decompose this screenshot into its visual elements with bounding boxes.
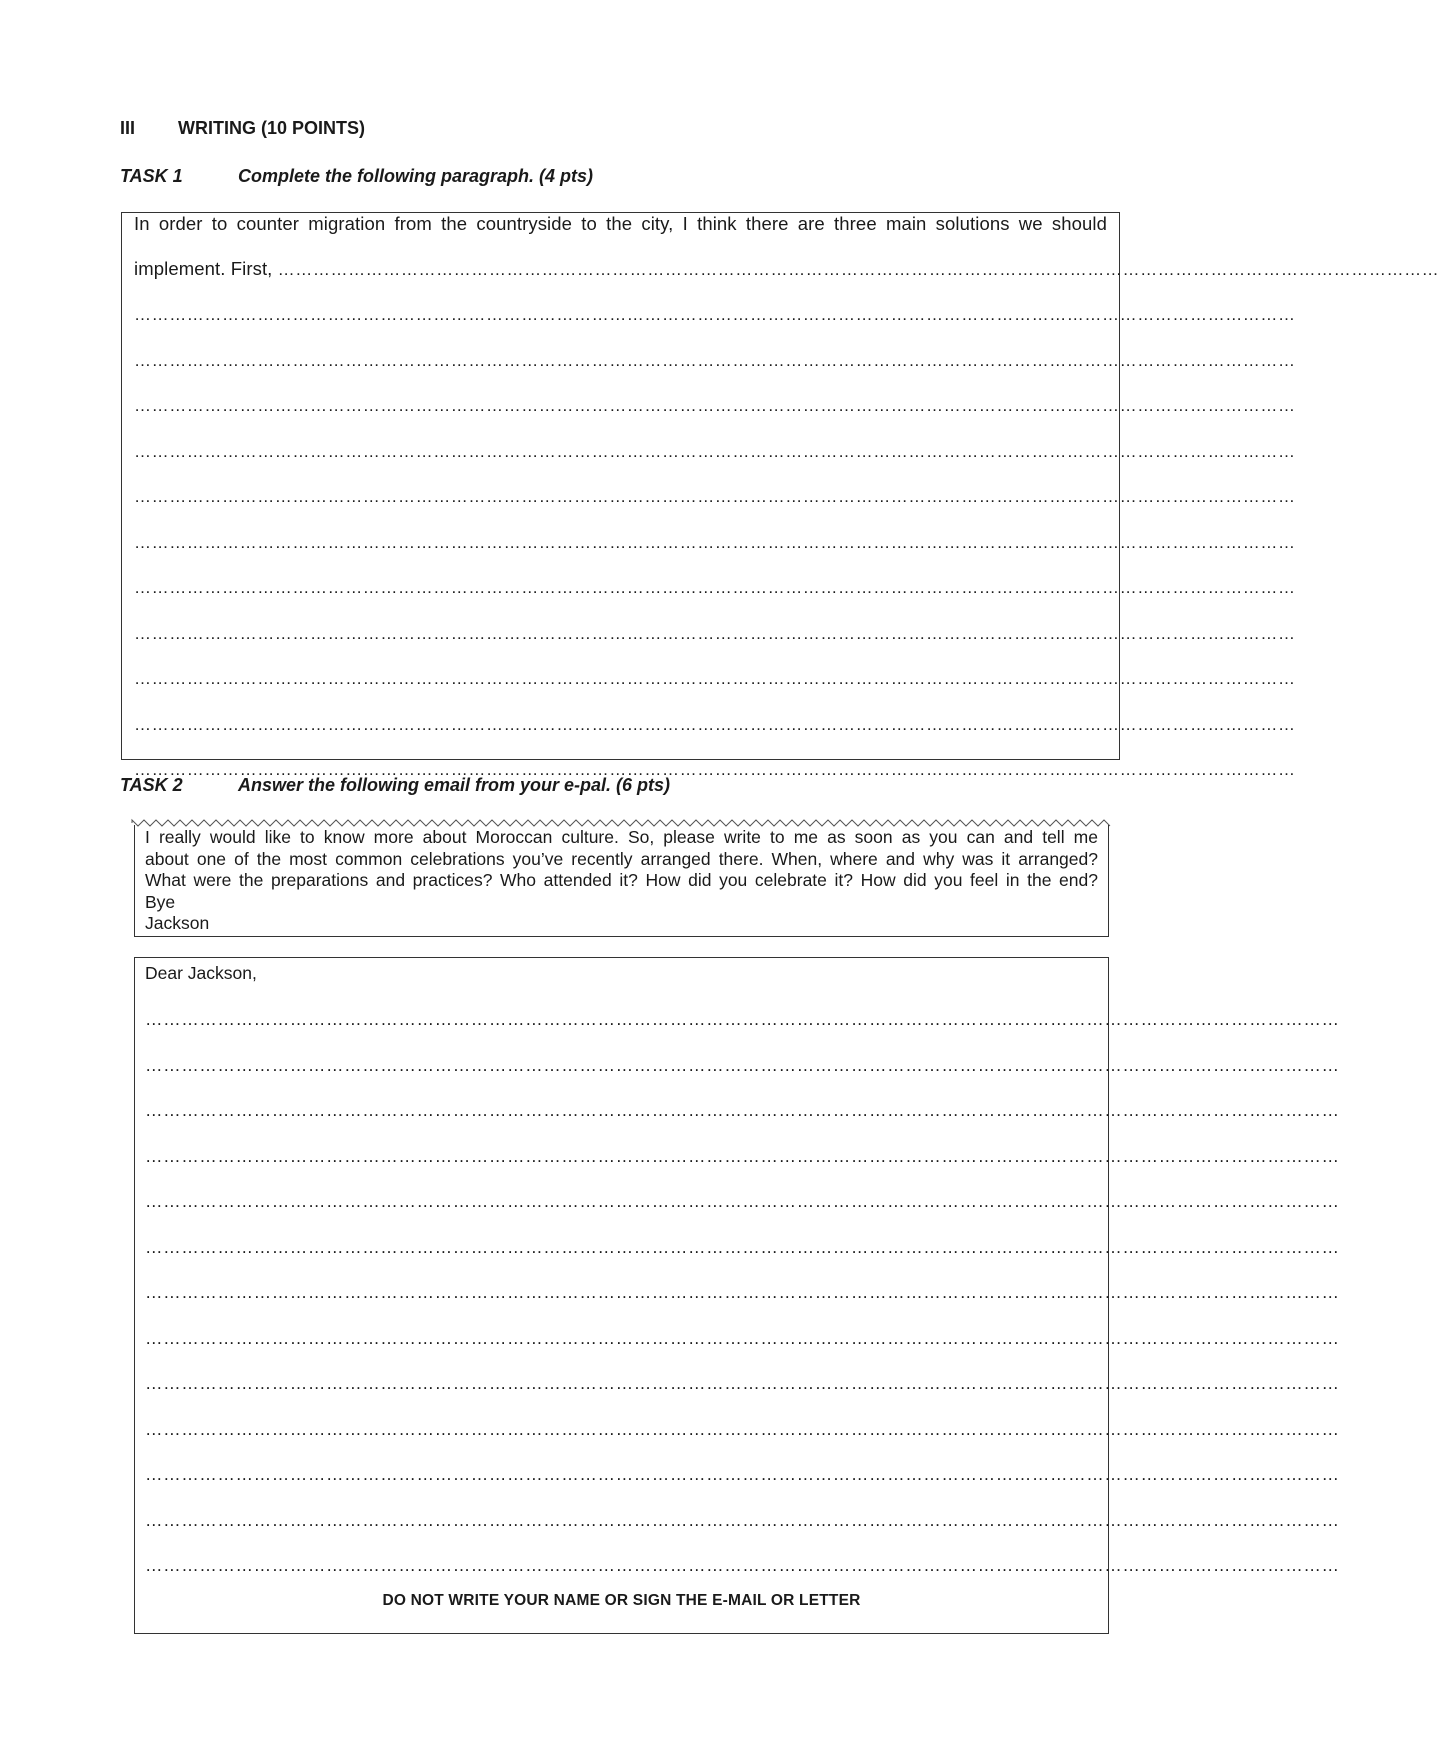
answer-line[interactable]: ……………………………………………………………………………………………………………………………………………………………………………… xyxy=(134,396,1296,415)
reply-answer-line[interactable]: ……………………………………………………………………………………………………………………………………………………………………………… xyxy=(145,1054,1340,1075)
reply-answer-line[interactable]: ……………………………………………………………………………………………………………………………………………………………………………… xyxy=(145,1009,1340,1029)
task1-instruction: Complete the following paragraph. (4 pts) xyxy=(238,166,594,186)
reply-box[interactable] xyxy=(134,957,1340,1634)
reply-answer-line[interactable]: ……………………………………………………………………………………………………………………………………………………………………………… xyxy=(145,1464,1340,1484)
reply-notice: DO NOT WRITE YOUR NAME OR SIGN THE E-MAIL OR LETTER xyxy=(382,1592,861,1609)
answer-line[interactable]: ……………………………………………………………………………………………………………………………………………………………………………… xyxy=(134,714,1296,734)
answer-line[interactable]: ……………………………………………………………………………………………………………………………………………………………………………… xyxy=(134,350,1296,370)
task1-paragraph-line1: In order to counter migration from the countryside to the city, I think there are three main solutions we should xyxy=(134,213,1107,234)
answer-line[interactable]: ……………………………………………………………………………………………………………………………………………………………………………… xyxy=(134,623,1296,643)
answer-line-dots: ……………………………………………………………………………………………………………………………………………………………………………… xyxy=(277,260,1439,279)
answer-line[interactable]: ……………………………………………………………………………………………………………………………………………………………………………… xyxy=(134,441,1296,461)
answer-line[interactable]: ……………………………………………………………………………………………………………………………………………………………………………… xyxy=(134,487,1296,506)
email-line: Jackson xyxy=(145,913,210,933)
reply-answer-line[interactable]: ……………………………………………………………………………………………………………………………………………………………………………… xyxy=(145,1509,1340,1530)
answer-line[interactable]: ……………………………………………………………………………………………………………………………………………………………………………… xyxy=(134,669,1296,688)
reply-greeting: Dear Jackson, xyxy=(145,963,257,983)
reply-answer-line[interactable]: ……………………………………………………………………………………………………………………………………………………………………………… xyxy=(145,1555,1340,1575)
answer-line[interactable]: ……………………………………………………………………………………………………………………………………………………………………………… xyxy=(134,760,1296,779)
task2-label: TASK 2 xyxy=(120,775,183,795)
section-title: WRITING (10 POINTS) xyxy=(178,118,366,138)
reply-answer-line[interactable]: ……………………………………………………………………………………………………………………………………………………………………………… xyxy=(145,1100,1340,1120)
task1-label: TASK 1 xyxy=(120,166,183,186)
answer-line[interactable]: ……………………………………………………………………………………………………………………………………………………………………………… xyxy=(134,532,1296,552)
task1-paragraph-prefix: implement. First, xyxy=(134,258,273,279)
reply-answer-line[interactable]: ……………………………………………………………………………………………………………………………………………………………………………… xyxy=(145,1282,1340,1302)
answer-line[interactable]: ……………………………………………………………………………………………………………………………………………………………………………… xyxy=(134,305,1296,324)
reply-answer-line[interactable]: ……………………………………………………………………………………………………………………………………………………………………………… xyxy=(145,1373,1340,1393)
section-number: III xyxy=(120,118,136,138)
reply-answer-line[interactable]: ……………………………………………………………………………………………………………………………………………………………………………… xyxy=(145,1191,1340,1211)
reply-answer-line[interactable]: ……………………………………………………………………………………………………………………………………………………………………………… xyxy=(145,1418,1340,1439)
task1-paragraph-line2[interactable] xyxy=(134,258,1439,281)
email-line: about one of the most common celebrations you’ve recently arranged there. When, where and why was it arranged? xyxy=(145,848,1098,869)
answer-line[interactable]: ……………………………………………………………………………………………………………………………………………………………………………… xyxy=(134,578,1296,597)
email-line: Bye xyxy=(145,891,176,912)
task1-paragraph-box[interactable] xyxy=(121,212,1439,779)
email-line: I really would like to know more about Moroccan culture. So, please write to me as soon as you can and tell me xyxy=(145,827,1098,847)
reply-answer-line[interactable]: ……………………………………………………………………………………………………………………………………………………………………………… xyxy=(145,1327,1340,1348)
task2-instruction: Answer the following email from your e-pal. (6 pts) xyxy=(238,775,671,795)
reply-answer-line[interactable]: ……………………………………………………………………………………………………………………………………………………………………………… xyxy=(145,1145,1340,1166)
email-box xyxy=(134,825,1109,937)
email-line: What were the preparations and practices? Who attended it? How did you celebrate it? How did you feel in the end? xyxy=(145,870,1098,890)
reply-answer-line[interactable]: ……………………………………………………………………………………………………………………………………………………………………………… xyxy=(145,1236,1340,1257)
